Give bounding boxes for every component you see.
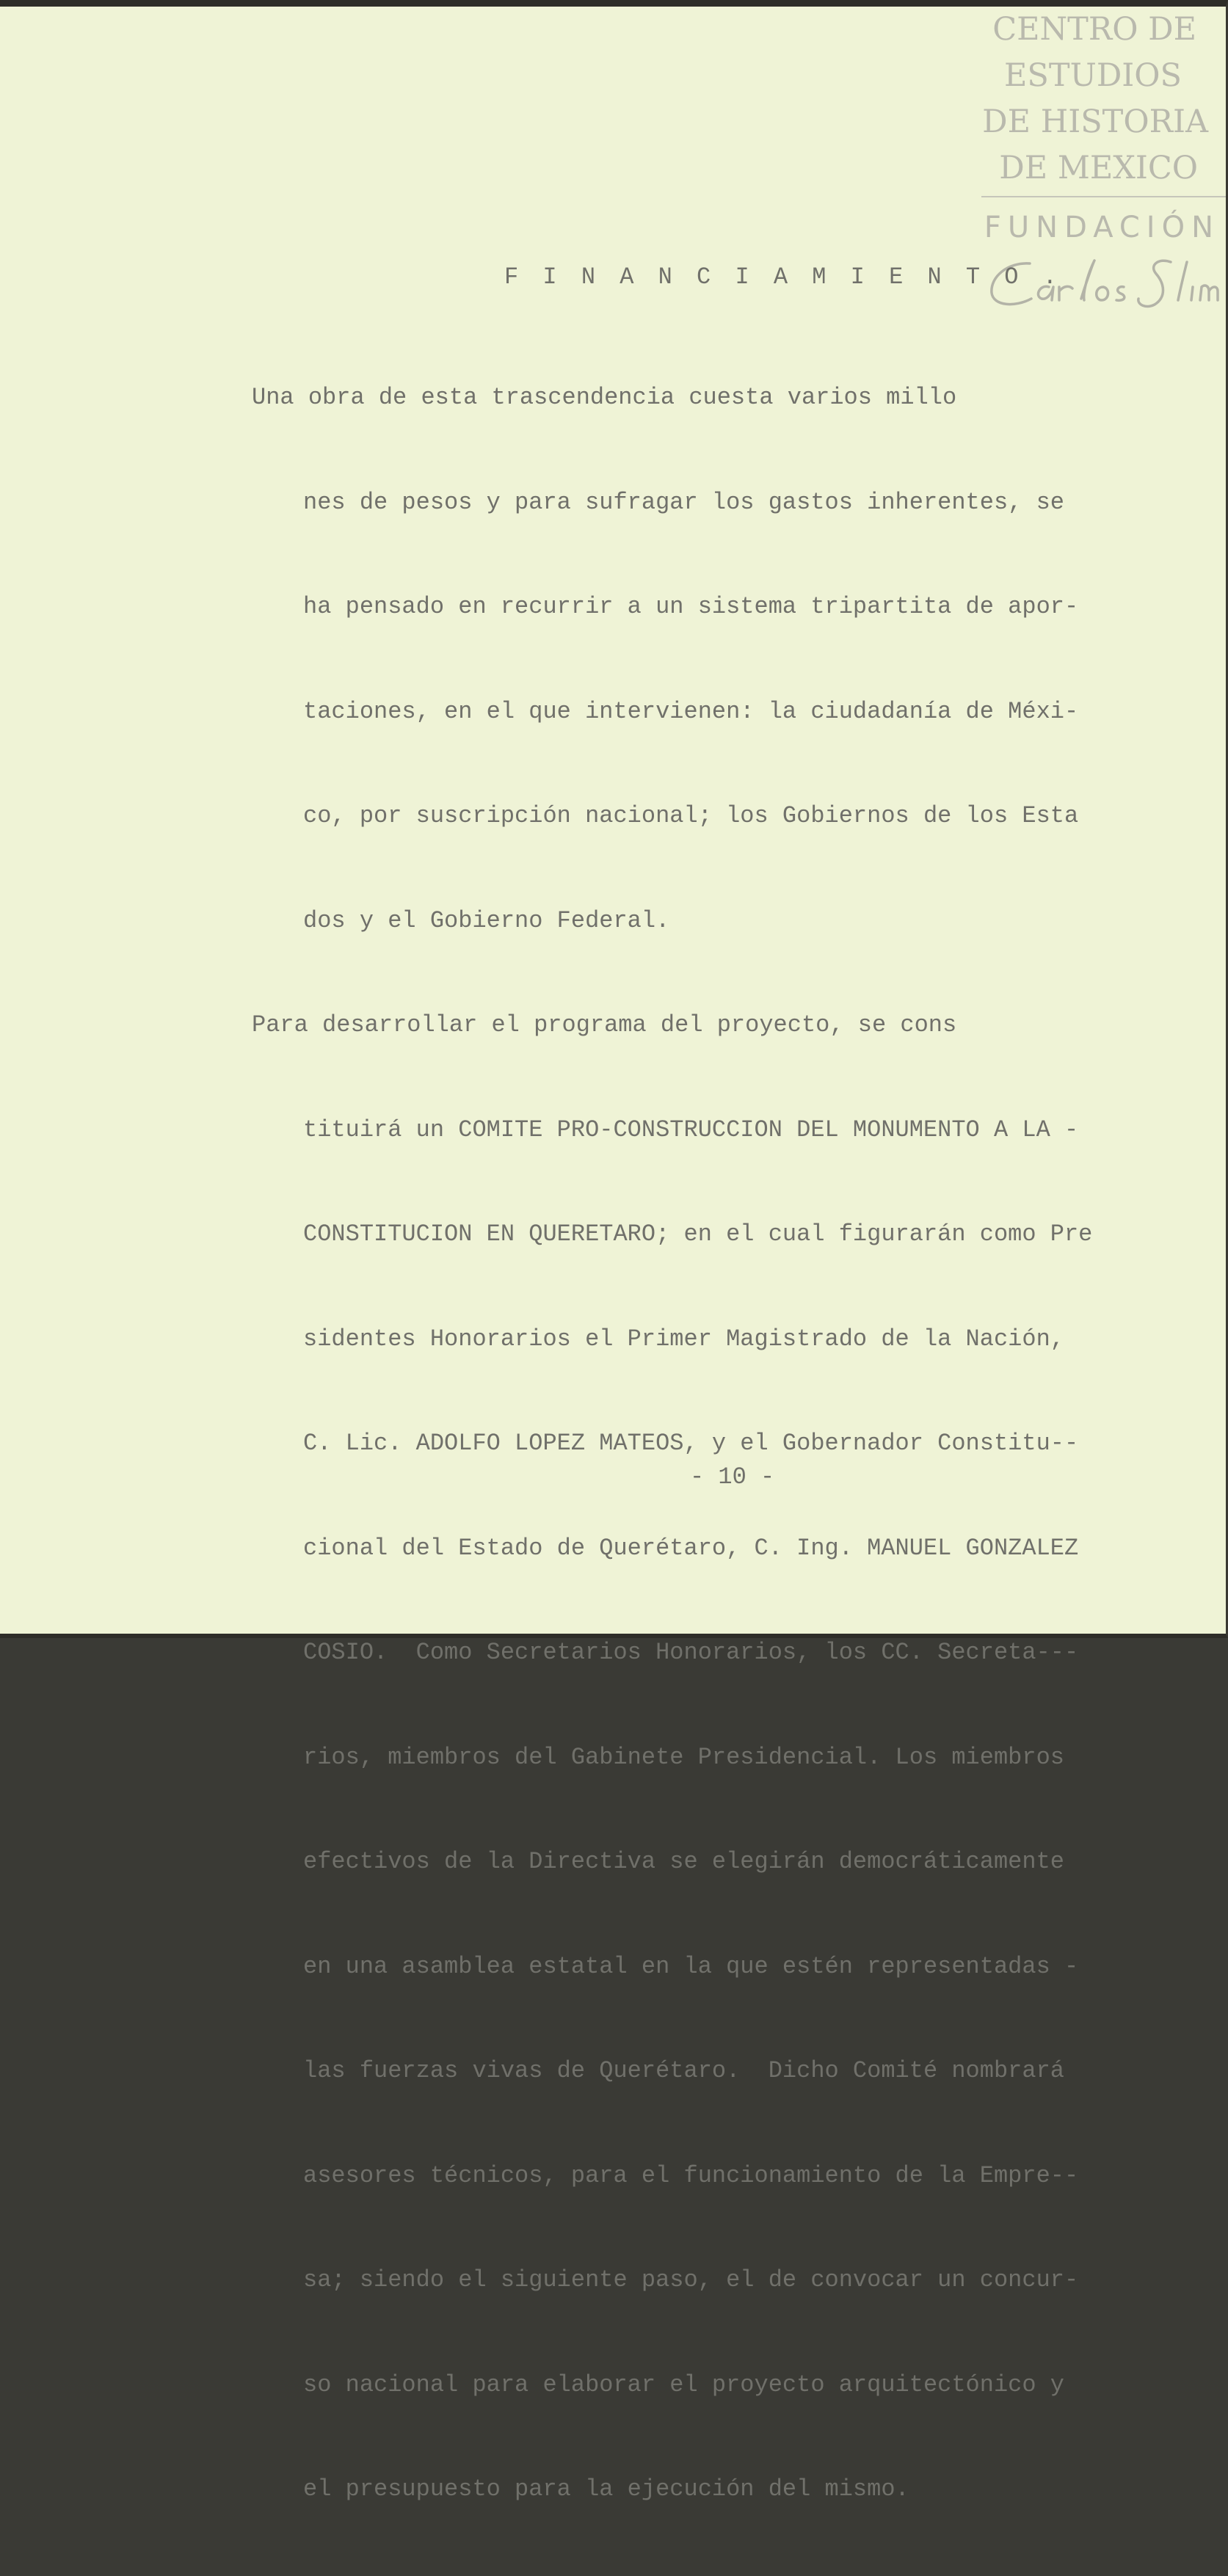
text-line: taciones, en el que intervienen: la ciudadanía de Méxi- [303,697,1079,725]
text-line: efectivos de la Directiva se elegirán democráticamente [303,1848,1064,1875]
text-line: en una asamblea estatal en la que estén representadas - [303,1952,1079,1980]
watermark-line-3: DE HISTORIA [982,103,1208,140]
document-title: F I N A N C I A M I E N T O . [504,263,1062,291]
watermark-foundation: FUNDACIÓN [984,211,1220,244]
text-line: Para desarrollar el programa del proyecto, se cons [181,1011,957,1038]
text-line: asesores técnicos, para el funcionamiento de la Empre-- [303,2161,1079,2189]
text-line: el presupuesto para la ejecución del mismo. [303,2475,909,2503]
watermark-divider [981,196,1226,197]
text-line: sa; siendo el siguiente paso, el de convocar un concur- [303,2266,1079,2293]
text-line: Una obra de esta trascendencia cuesta varios millo [181,384,957,411]
watermark-line-1: CENTRO DE [992,11,1196,48]
text-line: ha pensado en recurrir a un sistema tripartita de apor- [303,593,1079,620]
text-line: cional del Estado de Querétaro, C. Ing. MANUEL GONZALEZ [303,1534,1079,1562]
page-number: - 10 - [690,1463,775,1491]
document-body [181,325,1169,2576]
text-line: COSIO. Como Secretarios Honorarios, los CC. Secreta--- [303,1639,1079,1666]
text-line: so nacional para elaborar el proyecto arquitectónico y [303,2371,1064,2398]
text-line: nes de pesos y para sufragar los gastos inherentes, se [303,488,1064,516]
text-line: las fuerzas vivas de Querétaro. Dicho Comité nombrará [303,2057,1064,2084]
text-line: tituirá un COMITE PRO-CONSTRUCCION DEL MONUMENTO A LA - [303,1116,1079,1143]
text-line: co, por suscripción nacional; los Gobiernos de los Esta [303,802,1079,829]
text-line: CONSTITUCION EN QUERETARO; en el cual figurarán como Pre [303,1220,1093,1248]
text-line: dos y el Gobierno Federal. [303,906,670,934]
watermark-line-4: DE MEXICO [999,150,1198,186]
watermark-line-2: ESTUDIOS [1004,57,1182,94]
text-line: rios, miembros del Gabinete Presidencial. Los miembros [303,1743,1064,1771]
text-line: C. Lic. ADOLFO LOPEZ MATEOS, y el Gobernador Constitu-- [303,1430,1079,1457]
text-line: sidentes Honorarios el Primer Magistrado de la Nación, [303,1325,1064,1353]
